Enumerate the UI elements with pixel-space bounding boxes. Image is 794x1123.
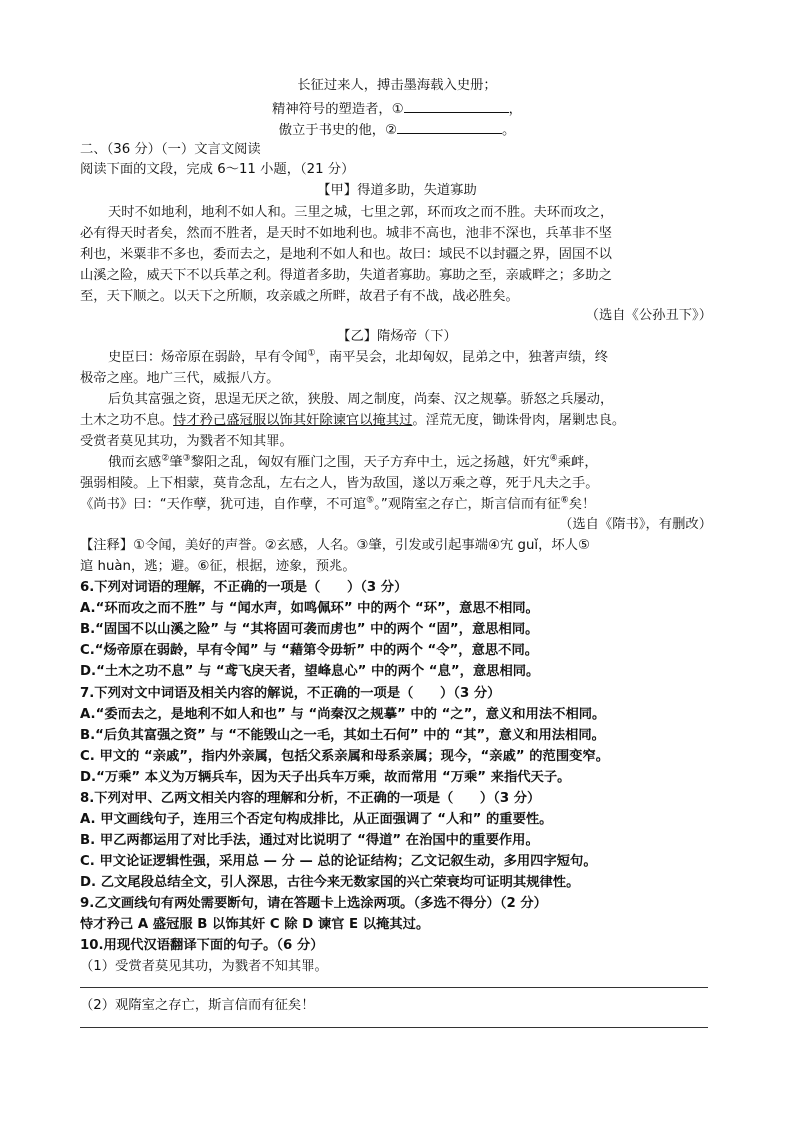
question-option: A. 甲文画线句子，连用三个否定句构成排比，从正面强调了 “人和” 的重要性。 [80, 812, 553, 827]
text-span: 史臣曰：炀帝原在弱龄，早有令闻 [108, 350, 308, 365]
question-option: D. 乙文尾段总结全文，引人深思，古往今来无数家国的兴亡荣衰均可证明其规律性。 [80, 875, 580, 890]
passage-a-line: 必有得天时者矣，然而不胜者，是天时不如地利也。城非不高也，池非不深也，兵革非不坚 [80, 226, 612, 241]
answer-blank-2[interactable] [397, 119, 502, 134]
text-span: 乘衅， [557, 455, 598, 470]
passage-a-line: 山溪之险，威天下不以兵革之利。得道者多助，失道者寡助。寡助之至，亲戚畔之；多助之 [80, 268, 612, 283]
question-9-stem: 9.乙文画线句有两处需要断句，请在答题卡上选涂两项。（多选不得分）（2 分） [80, 896, 547, 911]
passage-b-line [108, 348, 608, 368]
footnote-marker: ③ [182, 453, 191, 464]
passage-b-line [80, 495, 595, 515]
passage-a-line: 天时不如地利，地利不如人和。三里之城，七里之郭，环而攻之而不胜。夫环而攻之， [108, 205, 614, 220]
question-6-stem: 6.下列对词语的理解，不正确的一项是（ ）（3 分） [80, 580, 408, 595]
passage-b-line [108, 453, 598, 473]
text-span: 肇 [169, 455, 183, 470]
text-span: 土木之功不息。 [80, 413, 174, 428]
footnote-marker: ④ [549, 453, 558, 464]
question-option: B.“固国不以山溪之险” 与 “其将固可袭而虏也” 中的两个 “固”，意思相同。 [80, 622, 539, 637]
question-10-stem: 10.用现代汉语翻译下面的句子。（6 分） [80, 938, 324, 953]
poem-line-2 [0, 98, 794, 120]
section-heading: 二、（36 分）（一）文言文阅读 [80, 142, 261, 157]
passage-b-title: 【乙】隋炀帝（下） [337, 329, 457, 344]
question-9-choices: 恃才矜己 A 盛冠服 B 以饰其奸 C 除 D 谏官 E 以掩其过。 [80, 917, 430, 932]
underlined-sentence: 恃才矜己盛冠服以饰其奸除谏官以掩其过 [173, 413, 413, 428]
text-span: 《尚书》曰：“天作孽，犹可违，自作孽，不可逭 [80, 497, 367, 512]
text-span: 俄而玄感 [108, 455, 162, 470]
passage-b-line [80, 411, 625, 431]
text-span: 。淫荒无度，锄诛骨肉，屠剿忠良。 [412, 413, 626, 428]
passage-b-line: 强弱相陵。上下相蒙，莫肯念乱，左右之人，皆为敌国，遂以万乘之尊，死于凡夫之手。 [80, 476, 599, 491]
footnote-marker: ② [161, 453, 170, 464]
passage-b-line: 受赏者莫见其功，为戮者不知其罪。 [80, 434, 293, 449]
passage-a-title: 【甲】得道多助，失道寡助 [317, 183, 477, 198]
passage-a-line: 至，天下顺之。以天下之所顺，攻亲戚之所畔，故君子有不战，战必胜矣。 [80, 289, 519, 304]
passage-b-source: （选自《隋书》，有删改） [559, 517, 712, 532]
text-span: 。”观隋室之存亡，斯言信而有征 [374, 497, 561, 512]
answer-line-2[interactable] [80, 1027, 708, 1028]
question-option: A.“环而攻之而不胜” 与 “闻水声，如鸣佩环” 中的两个 “环”，意思不相同。 [80, 601, 539, 616]
footnote-marker: ⑥ [560, 495, 569, 506]
poem-line-3-end: 。 [502, 123, 516, 138]
instruction: 阅读下面的文段，完成 6～11 小题，（21 分） [80, 162, 355, 177]
question-option: B.“后负其富强之资” 与 “不能毁山之一毛，其如土石何” 中的 “其”，意义和用法相同。 [80, 728, 605, 743]
passage-a-line: 利也，米粟非不多也，委而去之，是地利不如人和也。故曰：域民不以封疆之界，固国不以 [80, 247, 612, 262]
translation-item-2: （2）观隋室之存亡，斯言信而有征矣！ [80, 998, 315, 1013]
notes-line: 【注释】①令闻，美好的声誉。②玄感，人名。③肇，引发或引起事端④宄 guǐ，坏人⑤ [80, 538, 590, 553]
question-option: B. 甲乙两都运用了对比手法，通过对比说明了 “得道” 在治国中的重要作用。 [80, 833, 539, 848]
question-option: A.“委而去之，是地利不如人和也” 与 “尚秦汉之规摹” 中的 “之”，意义和用法不相同。 [80, 707, 606, 722]
poem-line-3 [0, 119, 794, 141]
footnote-marker: ① [307, 348, 316, 359]
question-option: C. 甲文论证逻辑性强，采用总 — 分 — 总的论证结构；乙文记叙生动，多用四字短句。 [80, 854, 597, 869]
poem-line-2-end: ， [508, 102, 522, 117]
passage-b-line: 后负其富强之资，思逞无厌之欲，狭殷、周之制度，尚秦、汉之规摹。骄怒之兵屡动， [108, 392, 614, 407]
text-span: 黎阳之乱，匈奴有雁门之围，天子方弃中土，远之扬越，奸宄 [190, 455, 550, 470]
question-option: D.“万乘” 本义为万辆兵车，因为天子出兵车万乘，故而常用 “万乘” 来指代天子。 [80, 770, 571, 785]
passage-a-source: （选自《公孙丑下》） [585, 308, 712, 323]
question-option: C.“炀帝原在弱龄，早有令闻” 与 “藉第令毋斩” 中的两个 “令”，意思不同。 [80, 643, 539, 658]
poem-line-1: 长征过来人，搏击墨海载入史册； [297, 78, 497, 93]
notes-line: 逭 huàn，逃；避。⑥征，根据，迹象，预兆。 [80, 559, 356, 574]
question-7-stem: 7.下列对文中词语及相关内容的解说，不正确的一项是（ ）（3 分） [80, 686, 501, 701]
answer-blank-1[interactable] [404, 98, 509, 113]
text-span: 矣！ [568, 497, 596, 512]
question-option: C. 甲文的 “亲戚”，指内外亲属，包括父系亲属和母系亲属；现今，“亲戚” 的范围变窄。 [80, 749, 610, 764]
footnote-marker: ⑤ [366, 495, 375, 506]
answer-line-1[interactable] [80, 987, 708, 988]
passage-b-line: 极帝之座。地广三代，威振八方。 [80, 371, 280, 386]
poem-line-3-text: 傲立于书史的他，② [278, 123, 397, 138]
question-8-stem: 8.下列对甲、乙两文相关内容的理解和分析，不正确的一项是（ ）（3 分） [80, 791, 541, 806]
text-span: ，南平吴会，北却匈奴，昆弟之中，独著声绩，终 [315, 350, 609, 365]
translation-item-1: （1）受赏者莫见其功，为戮者不知其罪。 [80, 959, 328, 974]
poem-line-2-text: 精神符号的塑造者，① [272, 102, 404, 117]
question-option: D.“土木之功不息” 与 “鸢飞戾天者，望峰息心” 中的两个 “息”，意思相同。 [80, 664, 540, 679]
